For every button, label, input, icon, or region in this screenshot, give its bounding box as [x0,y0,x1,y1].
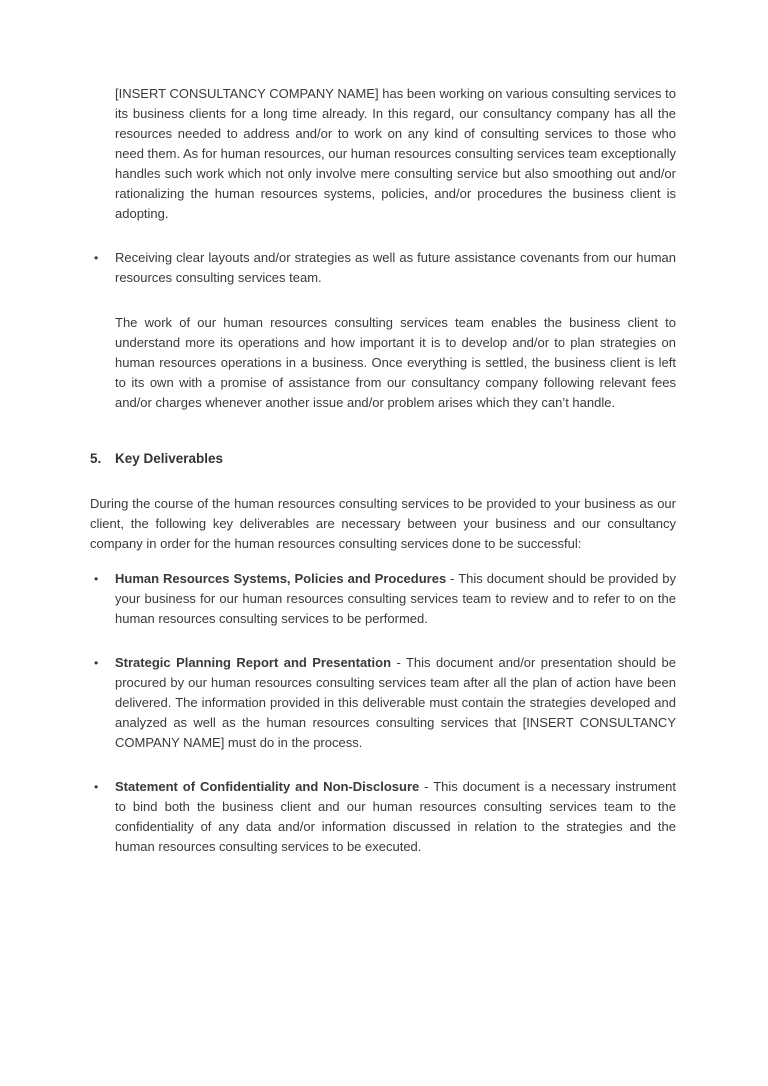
section-heading-number: 5. [90,451,102,466]
section-heading [90,449,676,469]
deliverable-title: Human Resources Systems, Policies and Procedures [115,571,447,586]
deliverable-item-hr-systems [90,569,676,629]
bullet-icon: • [94,251,99,265]
paragraph-work: The work of our human resources consulting services team enables the business client to understand more its operations and how important it is to develop and/or to plan strategies on human resources operations in a business. Once everything is settled, the business client is left to its own with a promise of assistance from our consultancy company following relevant fees and/or charges whenever another issue and/or problem arises which they can’t handle. [115,315,676,410]
deliverable-body: - This document and/or presentation should be procured by our human resources consulting services team after all the plan of action have been delivered. The information provided in this deliverable must contain the strategies developed and analyzed as well as the human resources consulting services that [INSERT CONSULTANCY COMPANY NAME] must do in the process. [115,655,676,750]
bullet-icon: • [94,656,99,670]
deliverable-item-strategic-planning [90,653,676,753]
paragraph-during: During the course of the human resources consulting services to be provided to your business as our client, the following key deliverables are necessary between your business and our consultancy company in order for the human resources consulting services done to be successful: [90,496,676,551]
deliverable-item-confidentiality [90,777,676,857]
bullet-icon: • [94,572,99,586]
deliverable-body: - This document should be provided by your business for our human resources consulting services team to review and to refer to on the human resources consulting services to be performed. [115,571,676,626]
deliverable-text [115,569,676,629]
deliverable-body: - This document is a necessary instrument to bind both the business client and our human resources consulting services team to the confidentiality of any data and/or information discussed in relation to the strategies and the human resources consulting services to be executed. [115,779,676,854]
deliverable-text [115,777,676,857]
bullet-text-receiving: Receiving clear layouts and/or strategies as well as future assistance covenants from our human resources consulting services team. [115,250,676,285]
section-heading-title: Key Deliverables [115,451,224,466]
deliverable-title: Statement of Confidentiality and Non-Disclosure [115,779,420,794]
deliverable-text [115,653,676,753]
deliverables-list [90,569,676,857]
bullet-item-receiving [90,248,676,288]
bullet-icon: • [94,780,99,794]
paragraph-intro: [INSERT CONSULTANCY COMPANY NAME] has been working on various consulting services to its business clients for a long time already. In this regard, our consultancy company has all the resources needed to address and/or to work on any kind of consulting services to those who need them. As for human resources, our human resources consulting services team exceptionally handles such work which not only involve mere consulting service but also smoothing out and/or rationalizing the human resources systems, policies, and/or procedures the business client is adopting. [115,86,676,221]
deliverable-title: Strategic Planning Report and Presentation [115,655,392,670]
